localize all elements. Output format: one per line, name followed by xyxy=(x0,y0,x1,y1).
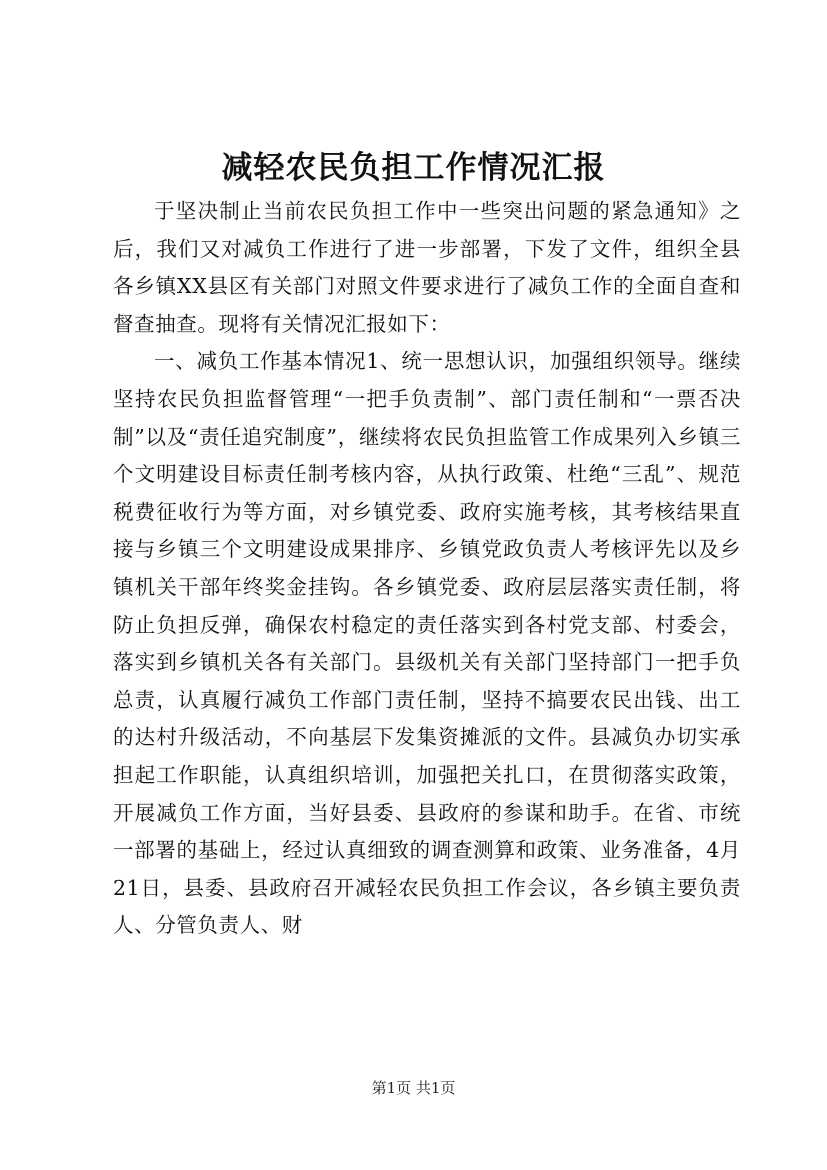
paragraph-intro: 于坚决制止当前农民负担工作中一些突出问题的紧急通知》之后，我们又对减负工作进行了进一步部署，下发了文件，组织全县各乡镇XX县区有关部门对照文件要求进行了减负工作的全面自查和督查抽查。现将有关情况汇报如下： xyxy=(113,199,741,336)
page-footer: 第1页 共1页 xyxy=(371,1079,456,1097)
document-title: 减轻农民负担工作情况汇报 xyxy=(221,150,606,186)
paragraph-section-one: 一、减负工作基本情况1、统一思想认识，加强组织领导。继续坚持农民负担监督管理“一把手负责制”、部门责任制和“一票否决制”以及“责任追究制度”，继续将农民负担监管工作成果列入乡镇三个文明建设目标责任制考核内容，从执行政策、杜绝“三乱”、规范税费征收行为等方面，对乡镇党委、政府实施考核，其考核结果直接与乡镇三个文明建设成果排序、乡镇党政负责人考核评先以及乡镇机关干部年终奖金挂钩。各乡镇党委、政府层层落实责任制，将防止负担反弹，确保农村稳定的责任落实到各村党支部、村委会，落实到乡镇机关各有关部门。县级机关有关部门坚持部门一把手负总责，认真履行减负工作部门责任制，坚持不搞要农民出钱、出工的达村升级活动，不向基层下发集资摊派的文件。县减负办切实承担起工作职能，认真组织培训，加强把关扎口，在贯彻落实政策，开展减负工作方面，当好县委、县政府的参谋和助手。在省、市统一部署的基础上，经过认真细致的调查测算和政策、业务准备，4月21日，县委、县政府召开减轻农民负担工作会议，各乡镇主要负责人、分管负责人、财 xyxy=(113,349,741,938)
document-body xyxy=(113,193,741,945)
